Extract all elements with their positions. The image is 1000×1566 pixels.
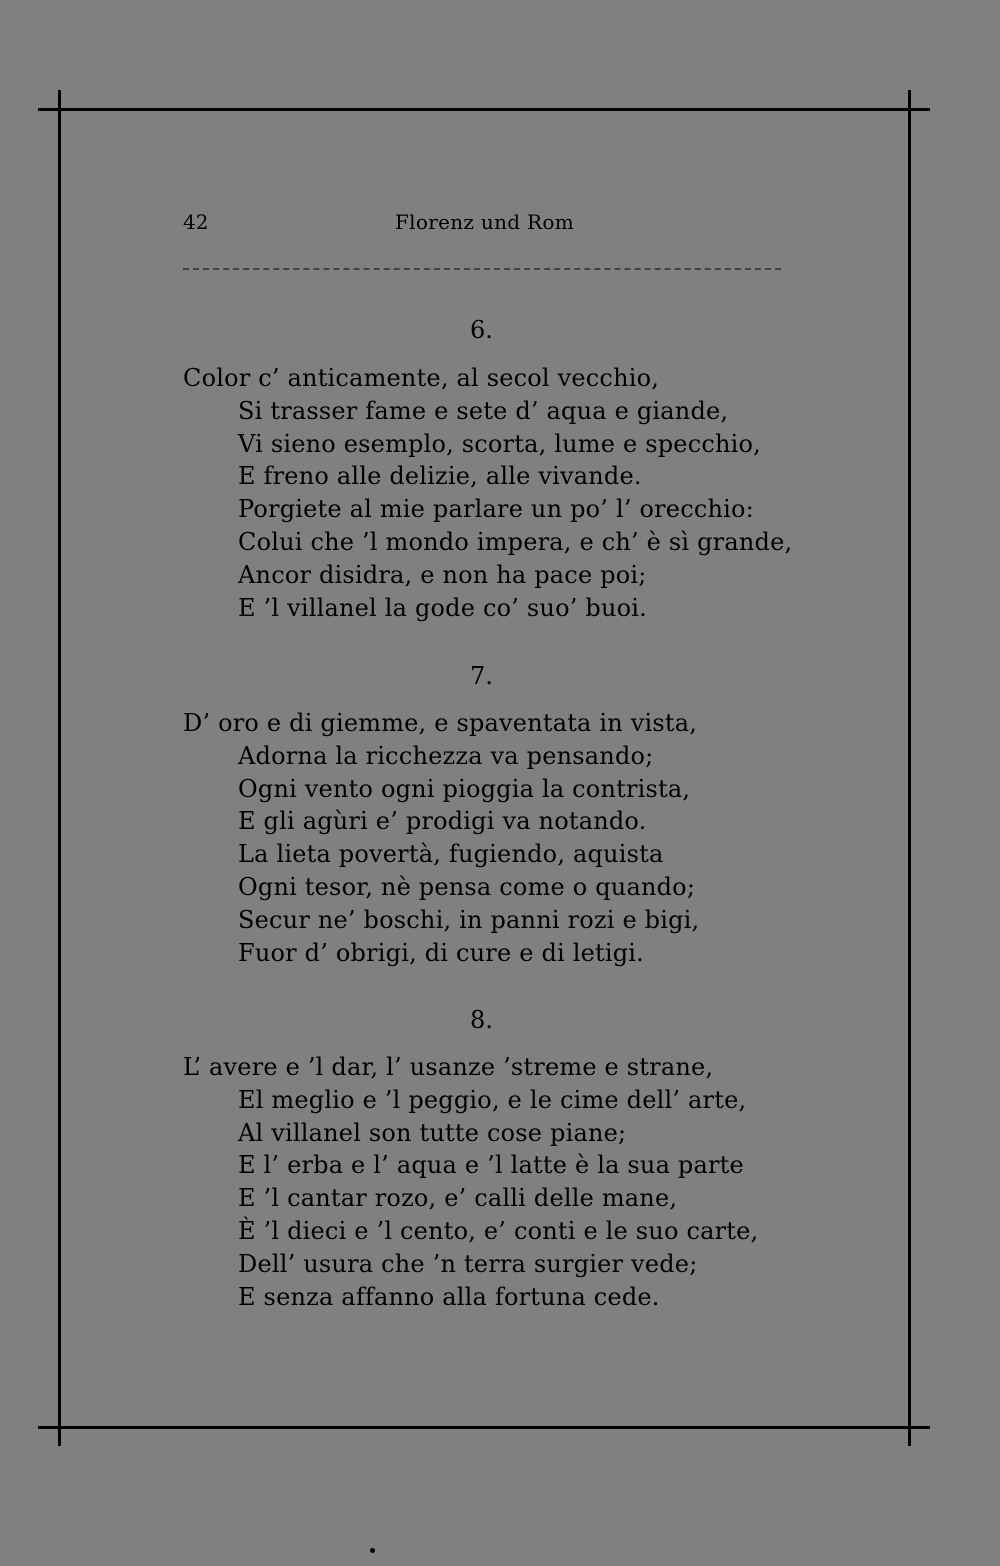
verse-line: È ’l dieci e ’l cento, e’ conti e le suo carte, xyxy=(238,1216,759,1245)
verse-line: E ’l villanel la gode co’ suo’ buoi. xyxy=(238,593,647,622)
frame-bottom-rule xyxy=(38,1426,930,1429)
frame-right-rule xyxy=(908,90,911,1446)
verse-line: E senza affanno alla fortuna cede. xyxy=(238,1282,660,1311)
page-header xyxy=(183,210,783,240)
verse-line: Vi sieno esemplo, scorta, lume e specchio, xyxy=(238,429,761,458)
verse-line: E ’l cantar rozo, e’ calli delle mane, xyxy=(238,1184,678,1213)
header-rule xyxy=(183,268,781,270)
verse-line: D’ oro e di giemme, e spaventata in vista, xyxy=(183,709,698,737)
verse-line: Ancor disidra, e non ha pace poi; xyxy=(238,560,647,589)
verse-line: Ogni vento ogni pioggia la contrista, xyxy=(238,774,691,803)
frame-top-rule xyxy=(38,108,930,111)
verse-line: Color c’ anticamente, al secol vecchio, xyxy=(183,364,660,392)
verse-line: L’ avere e ’l dar, l’ usanze ’streme e strane, xyxy=(183,1053,714,1081)
verse-line: E freno alle delizie, alle vivande. xyxy=(238,462,642,491)
page-number: 42 xyxy=(183,210,209,234)
verse-line: Colui che ’l mondo impera, e ch’ è sì grande, xyxy=(238,527,793,556)
verse-line: Dell’ usura che ’n terra surgier vede; xyxy=(238,1249,698,1278)
verse-line: Fuor d’ obrigi, di cure e di letigi. xyxy=(238,938,644,967)
verse-line: Porgiete al mie parlare un po’ l’ orecchio: xyxy=(238,495,754,524)
stanza-number: 8. xyxy=(470,1006,493,1034)
verse-line: E gli agùri e’ prodigi va notando. xyxy=(238,807,647,836)
running-title: Florenz und Rom xyxy=(395,210,574,234)
verse-line: Adorna la ricchezza va pensando; xyxy=(238,741,654,770)
stanza-number: 6. xyxy=(470,316,493,344)
ink-mark xyxy=(370,1548,375,1553)
stanza xyxy=(183,707,803,969)
verse-line: Ogni tesor, nè pensa come o quando; xyxy=(238,872,696,901)
verse-line: Secur ne’ boschi, in panni rozi e bigi, xyxy=(238,905,700,934)
stanza xyxy=(183,1051,803,1313)
verse-line: El meglio e ’l peggio, e le cime dell’ arte, xyxy=(238,1085,747,1114)
frame-left-rule xyxy=(58,90,61,1446)
verse-line: La lieta povertà, fugiendo, aquista xyxy=(238,840,664,869)
verse-line: E l’ erba e l’ aqua e ’l latte è la sua parte xyxy=(238,1151,744,1180)
verse-line: Si trasser fame e sete d’ aqua e giande, xyxy=(238,396,729,425)
stanza-number: 7. xyxy=(470,662,493,690)
stanza xyxy=(183,362,803,624)
verse-line: Al villanel son tutte cose piane; xyxy=(238,1118,627,1147)
